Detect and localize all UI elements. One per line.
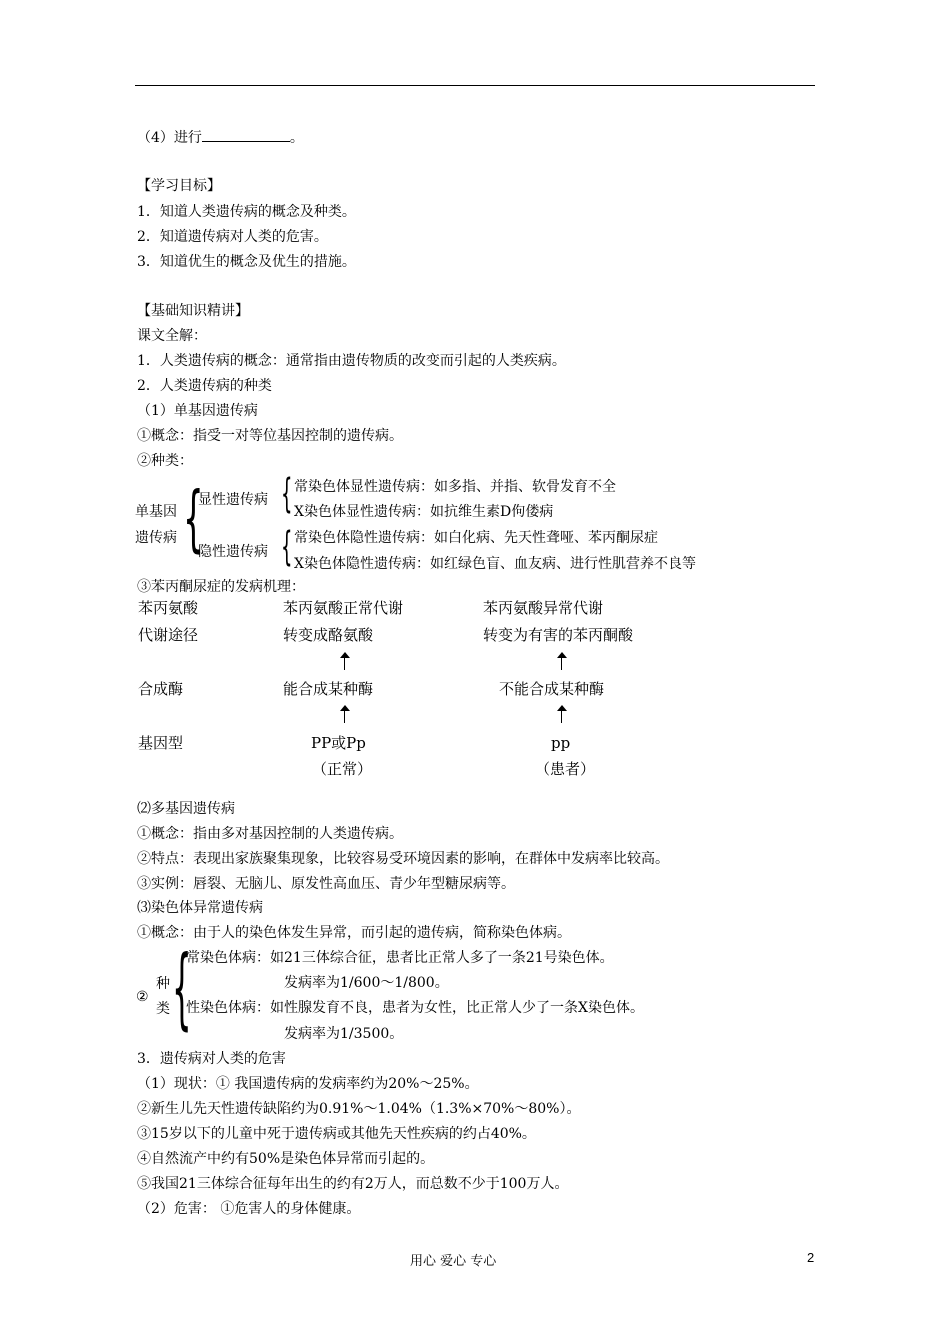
up-arrow-icon (340, 705, 350, 723)
chromo-num: ② (136, 989, 149, 1005)
pku-normal-item: 苯丙氨酸正常代谢 (283, 599, 404, 617)
harm-line: ③15岁以下的儿童中死于遗传病或其他先天性疾病的约占40%。 (137, 1126, 536, 1142)
left-brace-icon: { (183, 476, 204, 560)
harm-line: （2）危害： ①危害人的身体健康。 (137, 1201, 361, 1217)
poly-feature: ②特点：表现出家族聚集现象，比较容易受环境因素的影响，在群体中发病率比较高。 (137, 851, 669, 867)
left-brace-icon: { (281, 471, 293, 517)
chromo-auto: 常染色体病：如21三体综合征，患者比正常人多了一条21号染色体。 (186, 950, 614, 966)
pku-abnormal-status: （患者） (535, 760, 596, 778)
pku-row-label: 基因型 (138, 734, 184, 752)
tree-leaf: 常染色体隐性遗传病：如白化病、先天性聋哑、苯丙酮尿症 (294, 530, 658, 546)
chromo-kind-1: 种 (156, 976, 170, 992)
goal-item: 1．知道人类遗传病的概念及种类。 (137, 204, 356, 220)
goal-item: 2．知道遗传病对人类的危害。 (137, 229, 328, 245)
poly-title: ⑵多基因遗传病 (137, 801, 235, 817)
left-brace-icon: { (172, 936, 192, 1039)
poly-concept: ①概念：指由多对基因控制的人类遗传病。 (137, 826, 403, 842)
harm-line: ④自然流产中约有50%是染色体异常而引起的。 (137, 1151, 435, 1167)
fill-blank (202, 127, 290, 142)
up-arrow-icon (557, 705, 567, 723)
tree-leaf: X染色体隐性遗传病：如红绿色盲、血友病、进行性肌营养不良等 (294, 556, 696, 572)
pku-abnormal-item: 苯丙氨酸异常代谢 (483, 599, 604, 617)
pku-abnormal-genotype: pp (551, 734, 571, 752)
pku-normal-item: 转变成酪氨酸 (283, 626, 374, 644)
goal-item: 3．知道优生的概念及优生的措施。 (137, 254, 356, 270)
footer-text: 用心 爱心 专心 (410, 1254, 497, 1269)
pku-normal-item: 能合成某种酶 (283, 680, 374, 698)
pku-heading: ③苯丙酮尿症的发病机理： (137, 579, 305, 595)
step-4-line (137, 127, 304, 147)
goals-heading: 【学习目标】 (137, 178, 221, 194)
single-gene-types: ②种类： (137, 453, 193, 469)
types-paragraph: 2．人类遗传病的种类 (137, 378, 272, 394)
page-number: 2 (807, 1250, 815, 1265)
chromo-kind-2: 类 (156, 1001, 170, 1017)
harm-line: （1）现状：① 我国遗传病的发病率约为20%～25%。 (137, 1076, 479, 1092)
step-4-suffix: 。 (289, 130, 304, 146)
step-4-prefix: （4）进行 (137, 130, 202, 146)
concept-paragraph: 1．人类遗传病的概念：通常指由遗传物质的改变而引起的人类疾病。 (137, 353, 566, 369)
chromo-auto-rate: 发病率为1/600～1/800。 (284, 975, 449, 991)
harm-line: ⑤我国21三体综合征每年出生的约有2万人，而总数不少于100万人。 (137, 1176, 569, 1192)
pku-abnormal-item: 不能合成某种酶 (499, 680, 605, 698)
pku-normal-genotype: PP或Pp (311, 734, 366, 752)
basics-heading: 【基础知识精讲】 (137, 303, 249, 319)
tree-leaf: 常染色体显性遗传病：如多指、并指、软骨发育不全 (294, 479, 616, 495)
tree-recessive: 隐性遗传病 (198, 544, 268, 560)
tree-root-line2: 遗传病 (135, 530, 177, 546)
pku-row-label: 合成酶 (138, 680, 184, 698)
header-rule (135, 85, 815, 86)
chromo-sex-rate: 发病率为1/3500。 (284, 1026, 404, 1042)
pku-row-label: 代谢途径 (138, 626, 199, 644)
tree-dominant: 显性遗传病 (198, 492, 268, 508)
left-brace-icon: { (281, 524, 293, 570)
chromo-concept: ①概念：由于人的染色体发生异常，而引起的遗传病，简称染色体病。 (137, 925, 571, 941)
single-gene-concept: ①概念：指受一对等位基因控制的遗传病。 (137, 428, 403, 444)
single-gene-title: （1）单基因遗传病 (137, 403, 258, 419)
pku-normal-status: （正常） (312, 760, 373, 778)
up-arrow-icon (340, 652, 350, 670)
up-arrow-icon (557, 652, 567, 670)
basics-intro: 课文全解： (137, 328, 207, 344)
pku-row-label: 苯丙氨酸 (138, 599, 199, 617)
chromo-sex: 性染色体病：如性腺发育不良，患者为女性，比正常人少了一条X染色体。 (186, 1000, 644, 1016)
poly-examples: ③实例：唇裂、无脑儿、原发性高血压、青少年型糖尿病等。 (137, 876, 515, 892)
harm-line: ②新生儿先天性遗传缺陷约为0.91%～1.04%（1.3%×70%～80%）。 (137, 1101, 581, 1117)
tree-leaf: X染色体显性遗传病：如抗维生素D佝偻病 (294, 504, 554, 520)
harm-title: 3．遗传病对人类的危害 (137, 1051, 286, 1067)
pku-abnormal-item: 转变为有害的苯丙酮酸 (483, 626, 634, 644)
chromo-title: ⑶染色体异常遗传病 (137, 900, 263, 916)
tree-root-line1: 单基因 (135, 504, 177, 520)
